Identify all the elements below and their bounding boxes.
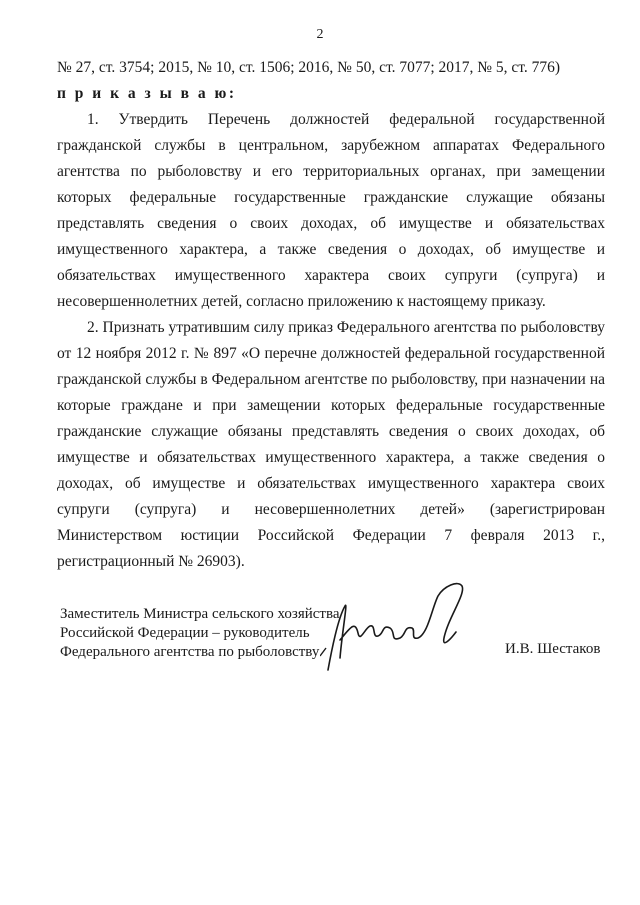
signatory-position-line-2: Российской Федерации – руководитель <box>60 625 310 641</box>
citation-continuation: № 27, ст. 3754; 2015, № 10, ст. 1506; 2016, № 50, ст. 7077; 2017, № 5, ст. 776) <box>57 59 561 76</box>
handwritten-signature <box>320 578 490 678</box>
order-item-2: 2. Признать утратившим силу приказ Федерального агентства по рыболовству от 12 ноября 2012 г. № 897 «О перечне должностей федеральной государственной гражданской службы в Федеральном агентстве по рыболовству, при назначении на которые граждане и при замещении которых федеральные государственные гражданские служащие обязаны представлять сведения о своих доходах, об имуществе и обязательствах имущественного характера, а также сведения о доходах, об имуществе и обязательствах имущественного характера своих супруги (супруга) и несовершеннолетних детей» (зарегистрирован Министерством юстиции Российской Федерации 7 февраля 2013 г., регистрационный № 26903). <box>57 319 605 570</box>
signatory-position-line-3: Федерального агентства по рыболовству <box>60 644 320 660</box>
signer-name: И.В. Шестаков <box>505 641 601 657</box>
signatory-position-line-1: Заместитель Министра сельского хозяйства <box>60 606 340 622</box>
signatory-position <box>60 605 340 662</box>
order-item-1: 1. Утвердить Перечень должностей федеральной государственной гражданской службы в центральном, зарубежном аппаратах Федерального агентства по рыболовству и его территориальных органах, при замещении которых федеральные государственные гражданские служащие обязаны представлять сведения о своих доходах, об имуществе и обязательствах имущественного характера, а также сведения о доходах, об имуществе и обязательствах имущественного характера своих супруги (супруга) и несовершеннолетних детей, согласно приложению к настоящему приказу. <box>57 111 605 310</box>
order-word: п р и к а з ы в а ю: <box>57 85 237 102</box>
order-heading <box>57 81 605 107</box>
document-body <box>57 55 605 575</box>
page-number: 2 <box>316 27 324 42</box>
